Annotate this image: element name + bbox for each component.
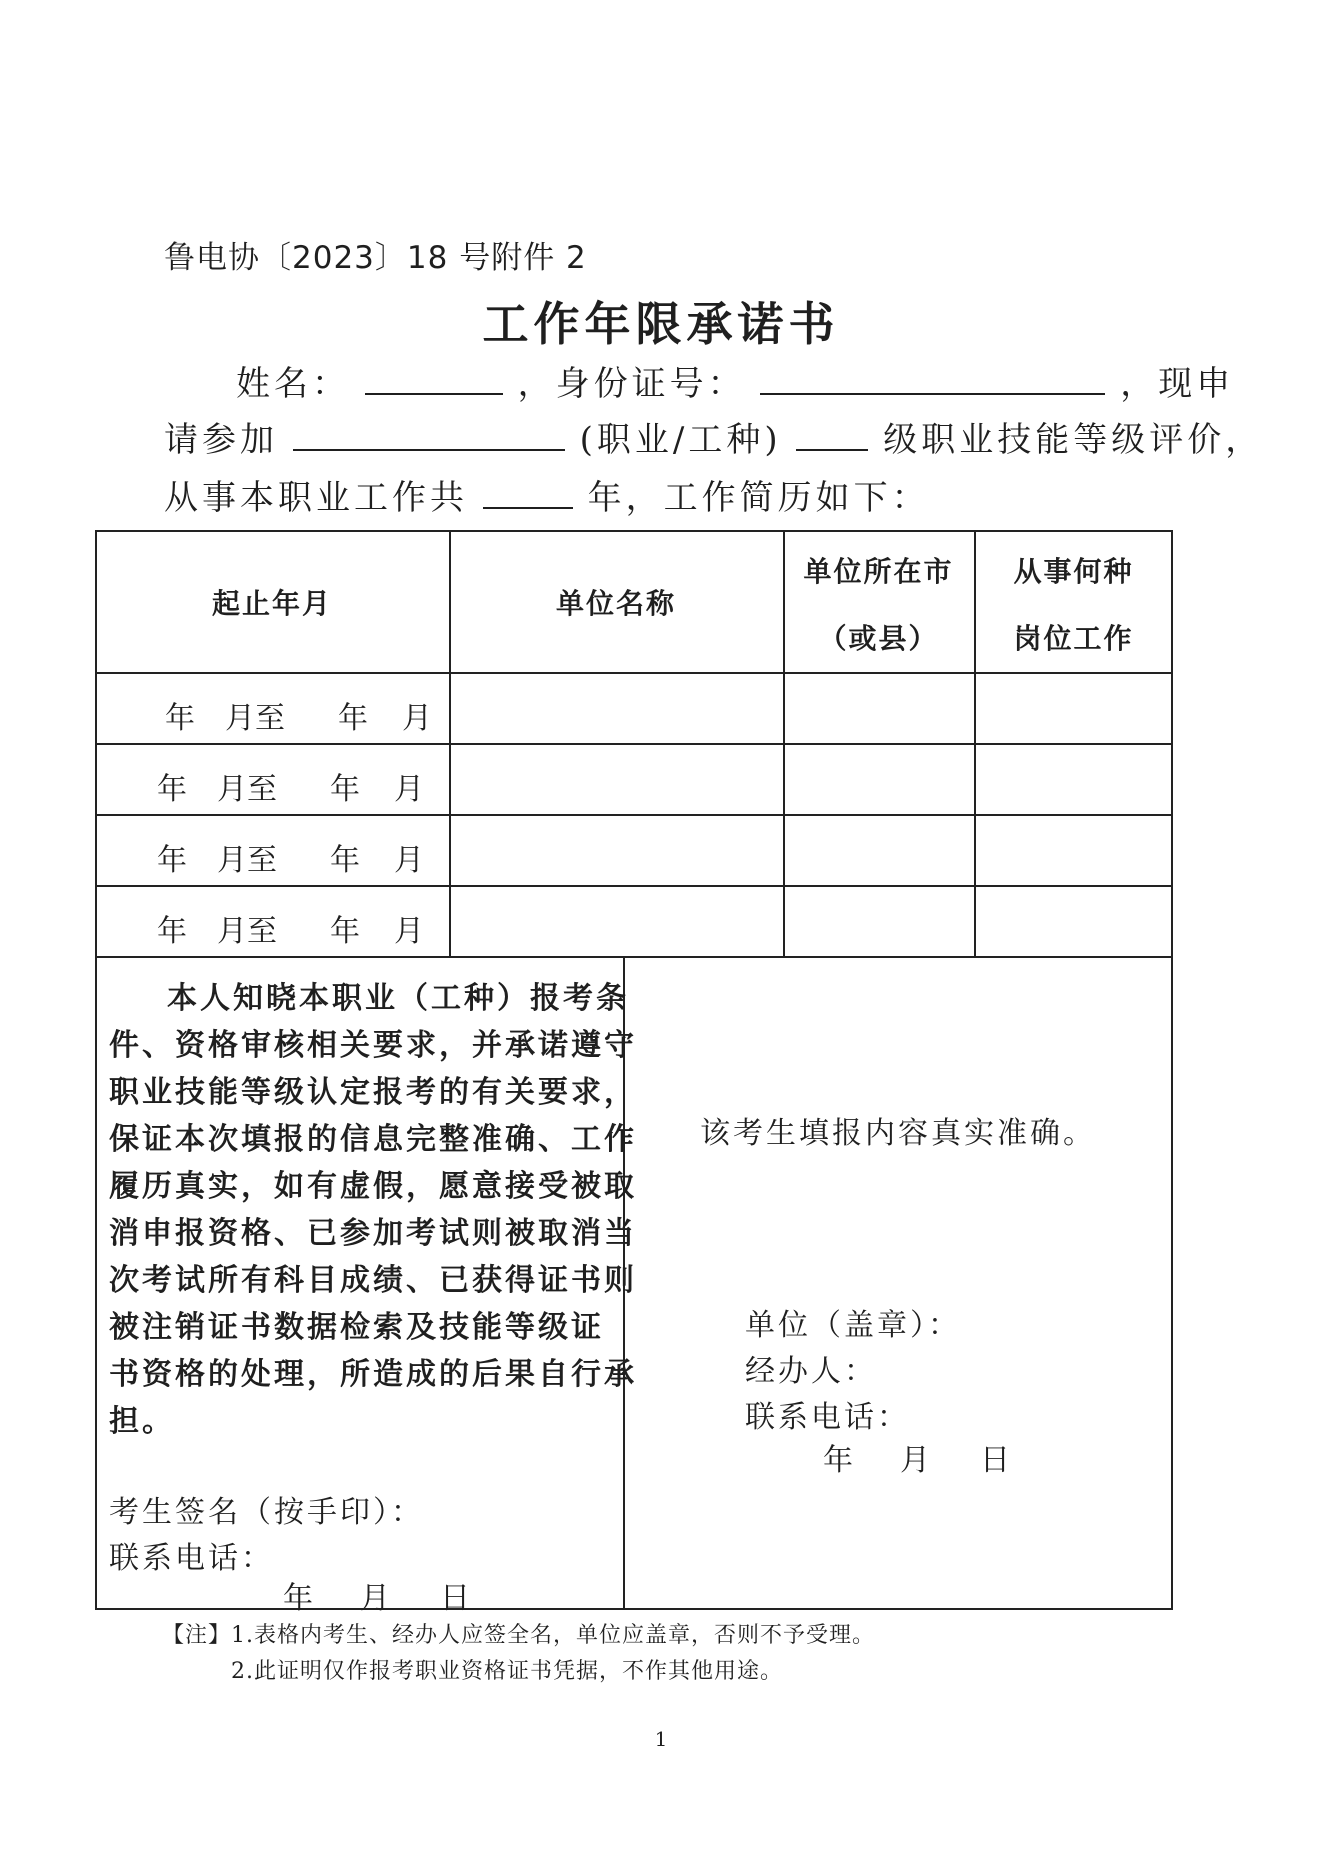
unit-phone-label: 联系电话：	[745, 1400, 910, 1435]
years-suffix: 年，工作简历如下：	[587, 478, 930, 518]
occupation-suffix: (职业/工种)	[579, 420, 782, 460]
unit-date-month: 月	[900, 1443, 933, 1478]
pledge-line: 次考试所有科目成绩、已获得证书则	[109, 1263, 637, 1298]
name-blank[interactable]	[365, 359, 503, 395]
apply-label: 请参加	[164, 420, 278, 460]
table-border-right	[1171, 530, 1173, 1610]
pledge-line: 职业技能等级认定报考的有关要求，	[109, 1075, 637, 1110]
page-number: 1	[654, 1727, 668, 1751]
table-header-divider	[95, 672, 1173, 674]
period-start-year: 年	[157, 843, 187, 878]
intro-line-3	[164, 470, 930, 519]
candidate-date-day: 日	[440, 1581, 473, 1616]
table-rows-bottom	[95, 956, 1173, 958]
header-unit-city-sub: （或县）	[818, 622, 939, 655]
pledge-line: 担。	[109, 1404, 175, 1439]
years-prefix: 从事本职业工作共	[164, 478, 468, 518]
period-end-year: 年	[330, 914, 360, 949]
unit-date-day: 日	[980, 1443, 1013, 1478]
unit-date-year: 年	[823, 1443, 856, 1478]
candidate-date-year: 年	[283, 1581, 316, 1616]
unit-seal-label: 单位（盖章）：	[745, 1308, 961, 1343]
header-period: 起止年月	[211, 587, 332, 620]
note-2: 2.此证明仅作报考职业资格证书凭据，不作其他用途。	[231, 1659, 783, 1684]
period-end-year: 年	[338, 701, 368, 736]
pledge-line: 履历真实，如有虚假，愿意接受被取	[109, 1169, 637, 1204]
pledge-line: 件、资格审核相关要求，并承诺遵守	[109, 1028, 637, 1063]
period-start-year: 年	[157, 772, 187, 807]
period-end-month: 月	[394, 772, 424, 807]
table-border-bottom	[95, 1608, 1173, 1610]
intro-line-2	[164, 412, 1263, 461]
document-reference: 鲁电协〔2023〕18 号附件 2	[164, 240, 587, 276]
work-history-table	[95, 530, 1173, 1616]
period-start-month: 月至	[225, 701, 285, 736]
pledge-line: 保证本次填报的信息完整准确、工作	[109, 1122, 637, 1157]
period-end-year: 年	[330, 772, 360, 807]
header-unit-city: 单位所在市	[803, 555, 954, 588]
period-end-month: 月	[402, 701, 432, 736]
unit-handler-label: 经办人：	[745, 1354, 877, 1389]
candidate-signature-label: 考生签名（按手印）：	[109, 1495, 424, 1530]
period-start-year: 年	[165, 701, 195, 736]
column-divider	[783, 530, 785, 957]
pledge-line: 本人知晓本职业（工种）报考条	[167, 981, 629, 1016]
period-end-year: 年	[330, 843, 360, 878]
now-label: ，现申	[1120, 364, 1235, 404]
table-row-divider	[95, 885, 1173, 887]
header-position: 从事何种	[1013, 555, 1134, 588]
pledge-line: 消申报资格、已参加考试则被取消当	[109, 1216, 637, 1251]
occupation-blank[interactable]	[293, 415, 565, 451]
document-title: 工作年限承诺书	[482, 297, 840, 351]
years-blank[interactable]	[483, 473, 573, 509]
column-divider	[974, 530, 976, 957]
table-border-left	[95, 530, 97, 1610]
pledge-line: 书资格的处理，所造成的后果自行承	[109, 1357, 637, 1392]
period-start-month: 月至	[217, 843, 277, 878]
id-number-blank[interactable]	[760, 359, 1105, 395]
unit-confirm-statement: 该考生填报内容真实准确。	[700, 1116, 1096, 1151]
period-end-month: 月	[394, 914, 424, 949]
period-start-month: 月至	[217, 914, 277, 949]
period-start-year: 年	[157, 914, 187, 949]
level-suffix: 级职业技能等级评价，	[883, 420, 1264, 460]
level-blank[interactable]	[796, 415, 868, 451]
candidate-phone-label: 联系电话：	[109, 1541, 274, 1576]
note-1: 【注】1.表格内考生、经办人应签全名，单位应盖章，否则不予受理。	[162, 1623, 875, 1648]
intro-line-1	[236, 356, 1234, 405]
candidate-date-month: 月	[360, 1581, 393, 1616]
id-label: ，身份证号：	[517, 364, 746, 404]
header-position-sub: 岗位工作	[1013, 622, 1134, 655]
period-end-month: 月	[394, 843, 424, 878]
table-row-divider	[95, 743, 1173, 745]
table-border-top	[95, 530, 1173, 532]
name-label: 姓名：	[236, 364, 350, 404]
period-start-month: 月至	[217, 772, 277, 807]
header-unit-name: 单位名称	[555, 587, 676, 620]
pledge-line: 被注销证书数据检索及技能等级证	[109, 1310, 604, 1345]
table-row-divider	[95, 814, 1173, 816]
